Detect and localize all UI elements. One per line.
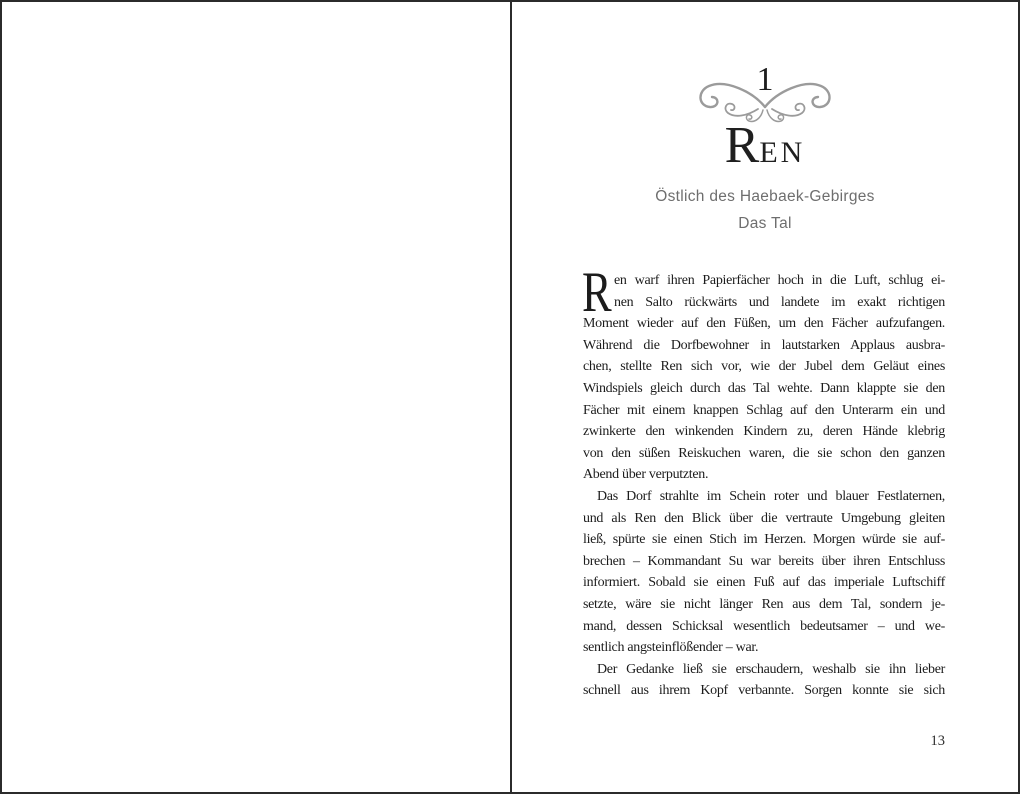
body-line: von den süßen Reiskuchen waren, die sie schon den ganzen xyxy=(583,445,945,461)
left-page-blank xyxy=(2,2,510,792)
body-line: Fächer mit einem knappen Schlag auf den Unterarm ein und xyxy=(583,402,945,418)
right-page xyxy=(512,2,1018,792)
body-line: Moment wieder auf den Füßen, um den Fächer aufzufangen. xyxy=(583,316,945,332)
body-line: informiert. Sobald sie einen Fuß auf das imperiale Luftschiff xyxy=(583,575,945,591)
body-line: Windspiels gleich durch das Tal wehte. Dann klappte sie den xyxy=(583,380,945,396)
body-line: nen Salto rückwärts und landete im exakt richtigen xyxy=(614,294,945,310)
chapter-subtitle-location: Östlich des Haebaek-Gebirges xyxy=(655,188,875,205)
body-line: Während die Dorfbewohner in lautstarken Applaus ausbra- xyxy=(583,337,945,353)
body-line: brechen – Kommandant Su war bereits über ihren Entschluss xyxy=(583,553,945,569)
body-line: Der Gedanke ließ sie erschaudern, weshalb sie ihn lieber xyxy=(597,661,945,677)
chapter-title-initial: R xyxy=(724,117,760,174)
body-line: en warf ihren Papierfächer hoch in die Luft, schlug ei- xyxy=(614,273,945,288)
body-line: Abend über verputzten. xyxy=(583,467,709,483)
body-line: setzte, wäre sie nicht länger Ren aus dem Tal, sondern je- xyxy=(583,596,945,612)
body-text xyxy=(582,261,945,702)
chapter-number: 1 xyxy=(756,61,774,98)
chapter-subtitle-place: Das Tal xyxy=(738,215,792,232)
body-line: ließ, spürte sie einen Stich im Herzen. Morgen würde sie auf- xyxy=(583,532,945,548)
body-line: sentlich angsteinflößender – war. xyxy=(583,640,759,656)
body-line: Das Dorf strahlte im Schein roter und blauer Festlaternen, xyxy=(597,488,945,504)
body-line: mand, dessen Schicksal wesentlich bedeutsamer – und we- xyxy=(583,618,945,634)
body-line: chen, stellte Ren sich vor, wie der Jubel dem Geläut eines xyxy=(583,359,945,375)
body-line: schnell aus ihrem Kopf verbannte. Sorgen konnte sie sich xyxy=(583,683,945,699)
chapter-title xyxy=(512,118,1018,176)
page-number: 13 xyxy=(930,733,945,749)
body-line: und als Ren den Blick über die vertraute Umgebung gleiten xyxy=(583,510,945,526)
body-line: zwinkerte den winkenden Kindern zu, deren Hände klebrig xyxy=(583,424,945,440)
drop-cap: R xyxy=(582,261,612,324)
chapter-title-rest: EN xyxy=(759,136,806,169)
